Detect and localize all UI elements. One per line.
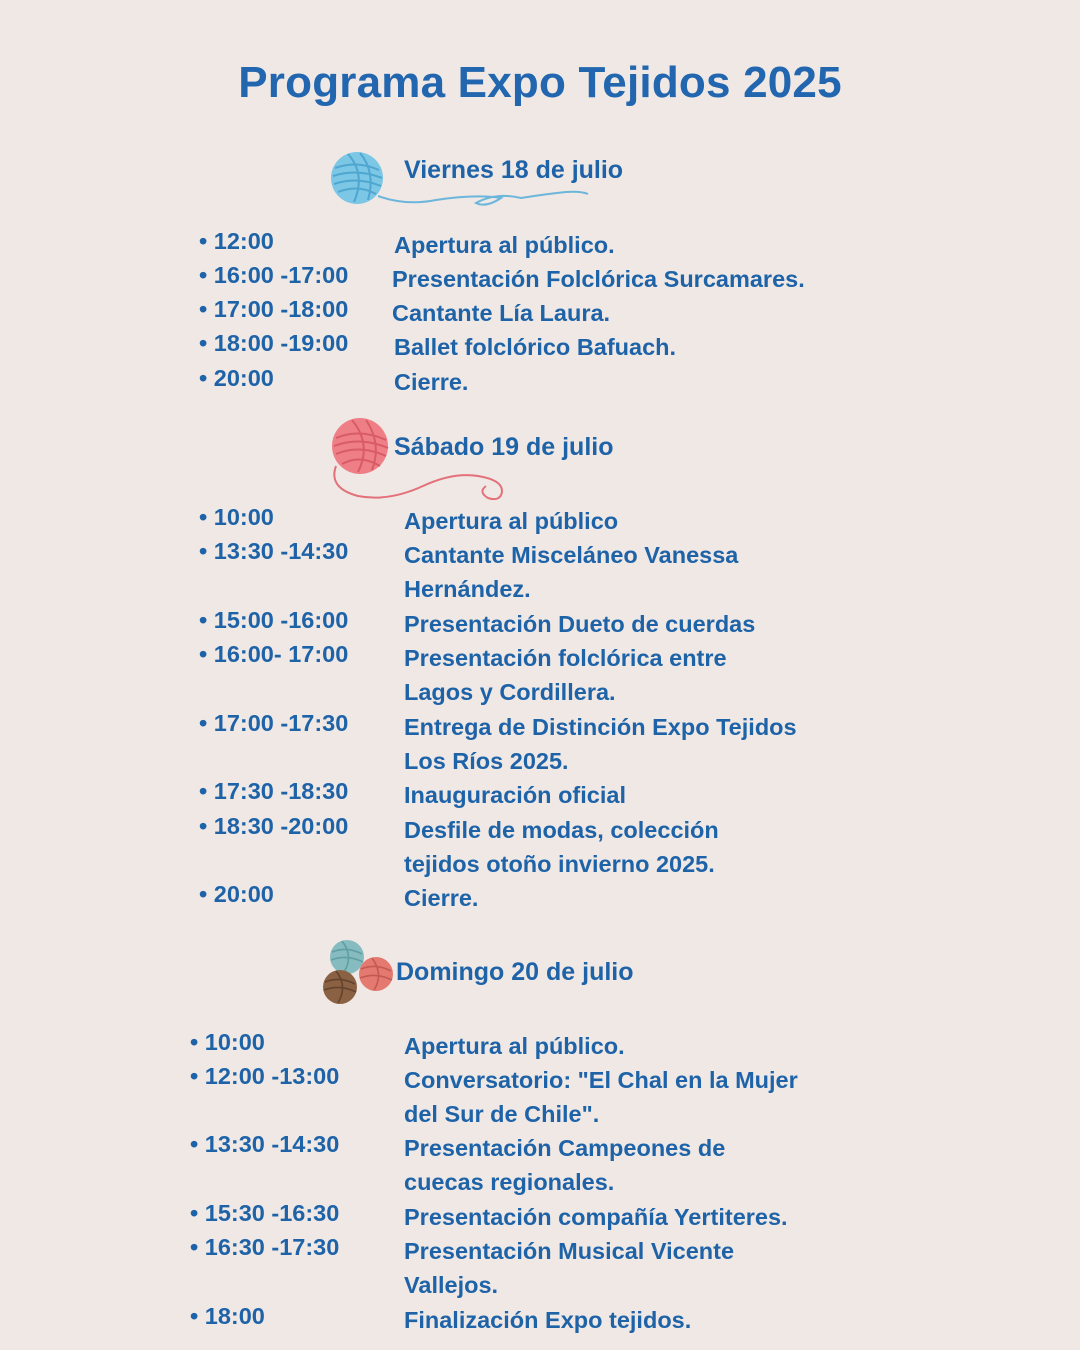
item-time: • 16:00- 17:00 <box>199 641 349 667</box>
page-title: Programa Expo Tejidos 2025 <box>238 58 842 107</box>
item-activity: Apertura al público <box>404 508 619 534</box>
day-heading-viernes: Viernes 18 de julio <box>404 156 624 184</box>
item-activity: Presentación folclórica entre Lagos y Cordillera. <box>404 645 727 706</box>
item-activity: Presentación Campeones de cuecas regionales. <box>404 1135 726 1196</box>
day-heading-sabado: Sábado 19 de julio <box>394 433 614 461</box>
item-activity: Cantante Lía Laura. <box>392 300 611 326</box>
item-time: • 18:00 <box>190 1303 265 1329</box>
item-time: • 15:00 -16:00 <box>199 607 349 633</box>
item-time: • 12:00 <box>199 228 274 254</box>
item-time: • 20:00 <box>199 365 274 391</box>
item-activity: Conversatorio: "El Chal en la Mujer del Sur de Chile". <box>404 1067 798 1128</box>
item-activity: Ballet folclórico Bafuach. <box>394 334 677 360</box>
item-activity: Cantante Misceláneo Vanessa Hernández. <box>404 542 739 603</box>
item-activity: Apertura al público. <box>394 232 615 258</box>
item-time: • 17:00 -17:30 <box>199 710 349 736</box>
item-activity: Finalización Expo tejidos. <box>404 1307 692 1333</box>
item-activity: Inauguración oficial <box>404 782 626 808</box>
item-activity: Presentación compañía Yertiteres. <box>404 1204 788 1230</box>
item-time: • 10:00 <box>199 504 274 530</box>
item-time: • 16:30 -17:30 <box>190 1234 340 1260</box>
item-time: • 18:30 -20:00 <box>199 813 349 839</box>
item-time: • 15:30 -16:30 <box>190 1200 340 1226</box>
item-time: • 12:00 -13:00 <box>190 1063 340 1089</box>
item-time: • 18:00 -19:00 <box>199 330 349 356</box>
item-time: • 13:30 -14:30 <box>190 1131 340 1157</box>
item-time: • 17:00 -18:00 <box>199 296 349 322</box>
item-time: • 20:00 <box>199 881 274 907</box>
item-time: • 17:30 -18:30 <box>199 778 349 804</box>
day-heading-domingo: Domingo 20 de julio <box>396 958 634 986</box>
item-time: • 13:30 -14:30 <box>199 538 349 564</box>
item-time: • 10:00 <box>190 1029 265 1055</box>
item-activity: Desfile de modas, colección tejidos otoño invierno 2025. <box>404 817 719 878</box>
item-activity: Presentación Folclórica Surcamares. <box>392 266 805 292</box>
item-time: • 16:00 -17:00 <box>199 262 349 288</box>
item-activity: Cierre. <box>394 369 469 395</box>
item-activity: Presentación Musical Vicente Vallejos. <box>404 1238 735 1299</box>
three-yarn-balls-icon <box>318 938 398 1008</box>
item-activity: Presentación Dueto de cuerdas <box>404 611 756 637</box>
item-activity: Apertura al público. <box>404 1033 625 1059</box>
item-activity: Entrega de Distinción Expo Tejidos Los Ríos 2025. <box>404 714 797 775</box>
item-activity: Cierre. <box>404 885 479 911</box>
